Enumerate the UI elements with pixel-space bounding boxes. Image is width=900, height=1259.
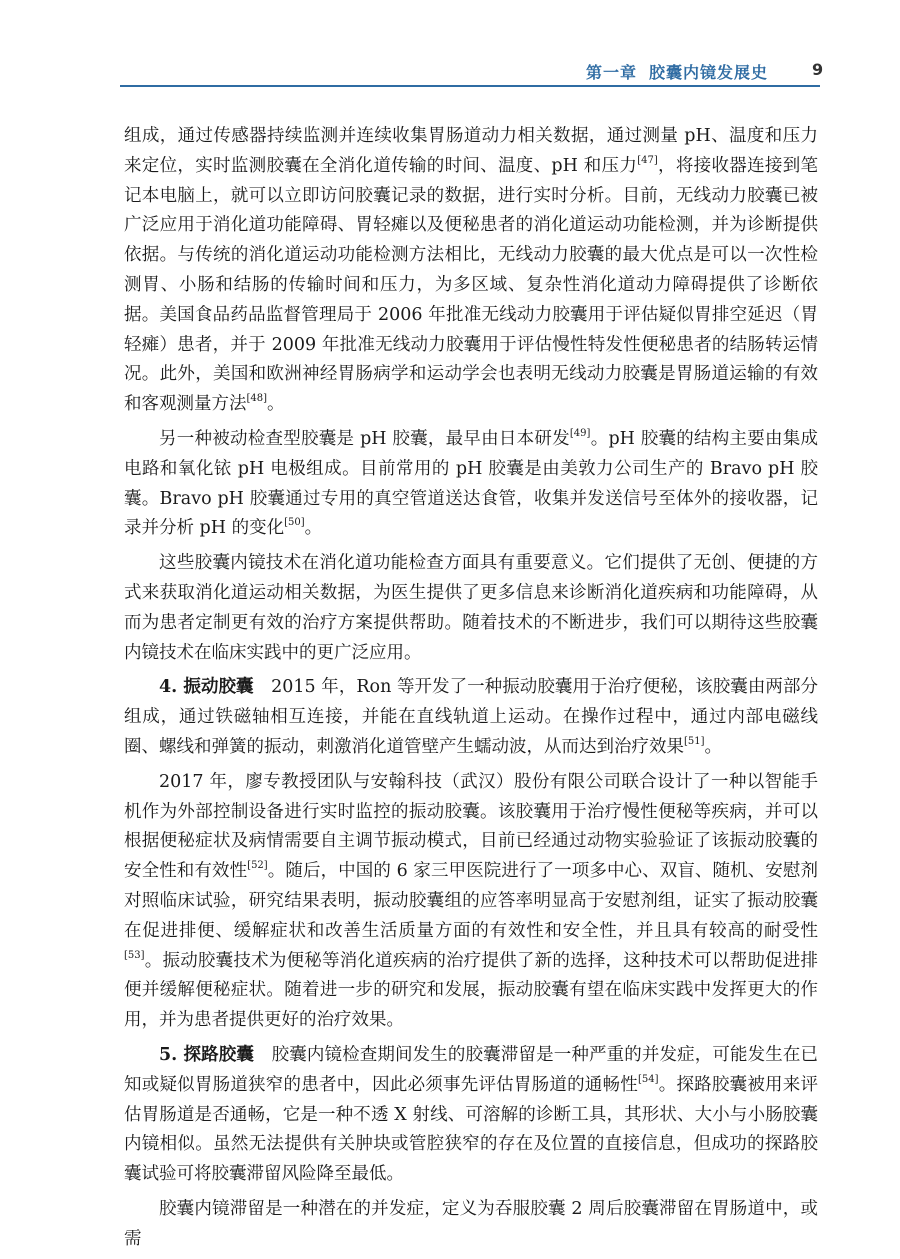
chapter-heading [586,60,768,83]
paragraph [124,1195,818,1255]
text-run: 。pH 胶囊的结构主要由集成电路和氧化铱 pH 电极组成。目前常用的 pH 胶囊是由美敦力公司生产的 Bravo pH 胶囊。Bravo pH 胶囊通过专用的真空管道送达食管，收集并发送信号至体外的接收器，记录并分析 pH 的变化 [124,428,818,539]
chapter-title: 胶囊内镜发展史 [649,63,769,82]
text-run: 。 [304,518,323,539]
citation-ref: [50] [284,517,305,529]
text-run: 2015 年，Ron 等开发了一种振动胶囊用于治疗便秘，该胶囊由两部分组成，通过铁磁轴相互连接，并能在直线轨道上运动。在操作过程中，通过内部电磁线圈、螺线和弹簧的振动，刺激消化道管壁产生蠕动波，从而达到治疗效果 [124,677,818,757]
paragraph [124,549,818,668]
citation-ref: [49] [569,427,591,439]
citation-ref: [51] [684,735,705,747]
text-run: 。 [704,736,723,757]
text-run: 。随后，中国的 6 家三甲医院进行了一项多中心、双盲、随机、安慰剂对照临床试验，研究结果表明，振动胶囊组的应答率明显高于安慰剂组，证实了振动胶囊在促进排便、缓解症状和改善生活质量方面的有效性和安全性，并且具有较高的耐受性 [124,861,818,941]
body-text [124,122,818,1259]
page-number: 9 [812,60,824,79]
text-run: 。 [267,394,285,415]
text-run: 胶囊内镜滞留是一种潜在的并发症，定义为吞服胶囊 2 周后胶囊滞留在胃肠道中，或需 [124,1198,818,1249]
text-run: 。振动胶囊技术为便秘等消化道疾病的治疗提供了新的选择，这种技术可以帮助促进排便并缓解便秘症状。随着进一步的研究和发展，振动胶囊有望在临床实践中发挥更大的作用，并为患者提供更好的治疗效果。 [124,950,818,1031]
section-heading: 5. 探路胶囊 [159,1044,255,1065]
paragraph [124,768,818,1036]
chapter-number: 第一章 [586,63,638,82]
citation-ref: [54] [637,1073,659,1085]
header-rule [120,85,820,87]
text-run: 2017 年，廖专教授团队与安翰科技（武汉）股份有限公司联合设计了一种以智能手机作为外部控制设备进行实时监控的振动胶囊。该胶囊用于治疗慢性便秘等疾病，并可以根据便秘症状及病情需要自主调节振动模式，目前已经通过动物实验验证了该振动胶囊的安全性和有效性 [124,771,818,882]
text-run: ，将接收器连接到笔记本电脑上，就可以立即访问胶囊记录的数据，进行实时分析。目前，无线动力胶囊已被广泛应用于消化道功能障碍、胃轻瘫以及便秘患者的消化道运动功能检测，并为诊断提供依据。与传统的消化道运动功能检测方法相比，无线动力胶囊的最大优点是可以一次性检测胃、小肠和结肠的传输时间和压力，为多区域、复杂性消化道动力障碍提供了诊断依据。美国食品药品监督管理局于 2006 年批准无线动力胶囊用于评估疑似胃排空延迟（胃轻瘫）患者，并于 2009 年批准无线动力胶囊用于评估慢性特发性便秘患者的结肠转运情况。此外，美国和欧洲神经胃肠病学和运动学会也表明无线动力胶囊是胃肠道运输的有效和客观测量方法 [124,155,819,415]
citation-ref: [48] [246,393,268,405]
text-run: 。探路胶囊被用来评估胃肠道是否通畅，它是一种不透 X 射线、可溶解的诊断工具，其形状、大小与小肠胶囊内镜相似。虽然无法提供有关肿块或管腔狭窄的存在及位置的直接信息，但成功的探路胶囊试验可将胶囊滞留风险降至最低。 [124,1074,819,1185]
text-run: 组成，通过传感器持续监测并连续收集胃肠道动力相关数据，通过测量 pH、温度和压力来定位，实时监测胶囊在全消化道传输的时间、温度、pH 和压力 [124,126,818,176]
text-run: 另一种被动检查型胶囊是 pH 胶囊，最早由日本研发 [159,428,570,449]
citation-ref: [47] [637,154,658,166]
paragraph [124,1041,818,1190]
running-header [0,60,900,90]
paragraph [124,425,818,544]
text-run: 这些胶囊内镜技术在消化道功能检查方面具有重要意义。它们提供了无创、便捷的方式来获取消化道运动相关数据，为医生提供了更多信息来诊断消化道疾病和功能障碍，从而为患者定制更有效的治疗方案提供帮助。随着技术的不断进步，我们可以期待这些胶囊内镜技术在临床实践中的更广泛应用。 [124,553,818,663]
paragraph [124,122,818,420]
section-heading: 4. 振动胶囊 [159,677,254,698]
text-run: 胶囊内镜检查期间发生的胶囊滞留是一种严重的并发症，可能发生在已知或疑似胃肠道狭窄的患者中，因此必须事先评估胃肠道的通畅性 [124,1044,818,1095]
paragraph [124,673,818,762]
citation-ref: [52] [247,860,268,872]
citation-ref: [53] [124,949,145,961]
